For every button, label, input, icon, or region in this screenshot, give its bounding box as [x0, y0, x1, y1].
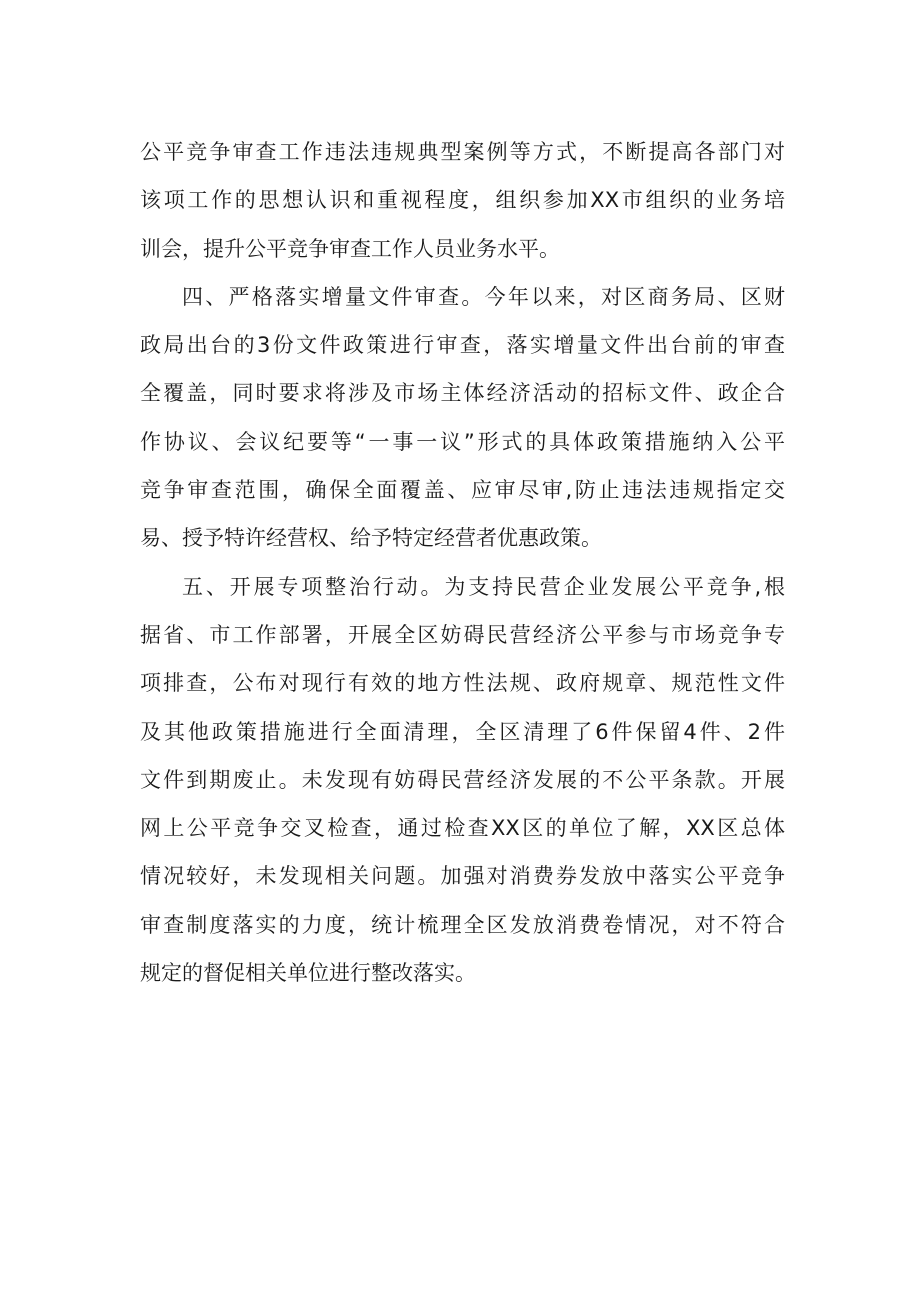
text-line: 训会，提升公平竞争审查工作人员业务水平。 — [140, 236, 560, 261]
text-line: 全覆盖，同时要求将涉及市场主体经济活动的招标文件、政企合 — [140, 381, 785, 406]
text-line: 及其他政策措施进行全面清理，全区清理了6件保留4件、2件 — [140, 719, 785, 744]
text-line: 情况较好，未发现相关问题。加强对消费券发放中落实公平竞争 — [140, 864, 785, 889]
text-line: 该项工作的思想认识和重视程度，组织参加XX市组织的业务培 — [140, 188, 785, 213]
text-line: 规定的督促相关单位进行整改落实。 — [140, 961, 476, 986]
text-line: 政局出台的3份文件政策进行审查，落实增量文件出台前的审查 — [140, 333, 785, 358]
text-line: 文件到期废止。未发现有妨碍民营经济发展的不公平条款。开展 — [140, 767, 785, 792]
paragraph-first-line: 四、严格落实增量文件审查。今年以来，对区商务局、区财 — [182, 284, 785, 309]
text-line: 竞争审查范围，确保全面覆盖、应审尽审,防止违法违规指定交 — [140, 478, 785, 503]
text-line: 作协议、会议纪要等“一事一议”形式的具体政策措施纳入公平 — [140, 429, 785, 454]
text-line: 易、授予特许经营权、给予特定经营者优惠政策。 — [140, 526, 602, 551]
paragraph-first-line: 五、开展专项整治行动。为支持民营企业发展公平竞争,根 — [182, 574, 785, 599]
text-line: 公平竞争审查工作违法违规典型案例等方式，不断提高各部门对 — [140, 140, 785, 164]
text-line: 据省、市工作部署，开展全区妨碍民营经济公平参与市场竞争专 — [140, 622, 785, 647]
body-text — [140, 128, 785, 997]
text-line: 项排查，公布对现行有效的地方性法规、政府规章、规范性文件 — [140, 671, 785, 696]
text-line: 网上公平竞争交叉检查，通过检查XX区的单位了解，XX区总体 — [140, 816, 785, 841]
text-line: 审查制度落实的力度，统计梳理全区发放消费卷情况，对不符合 — [140, 912, 785, 937]
